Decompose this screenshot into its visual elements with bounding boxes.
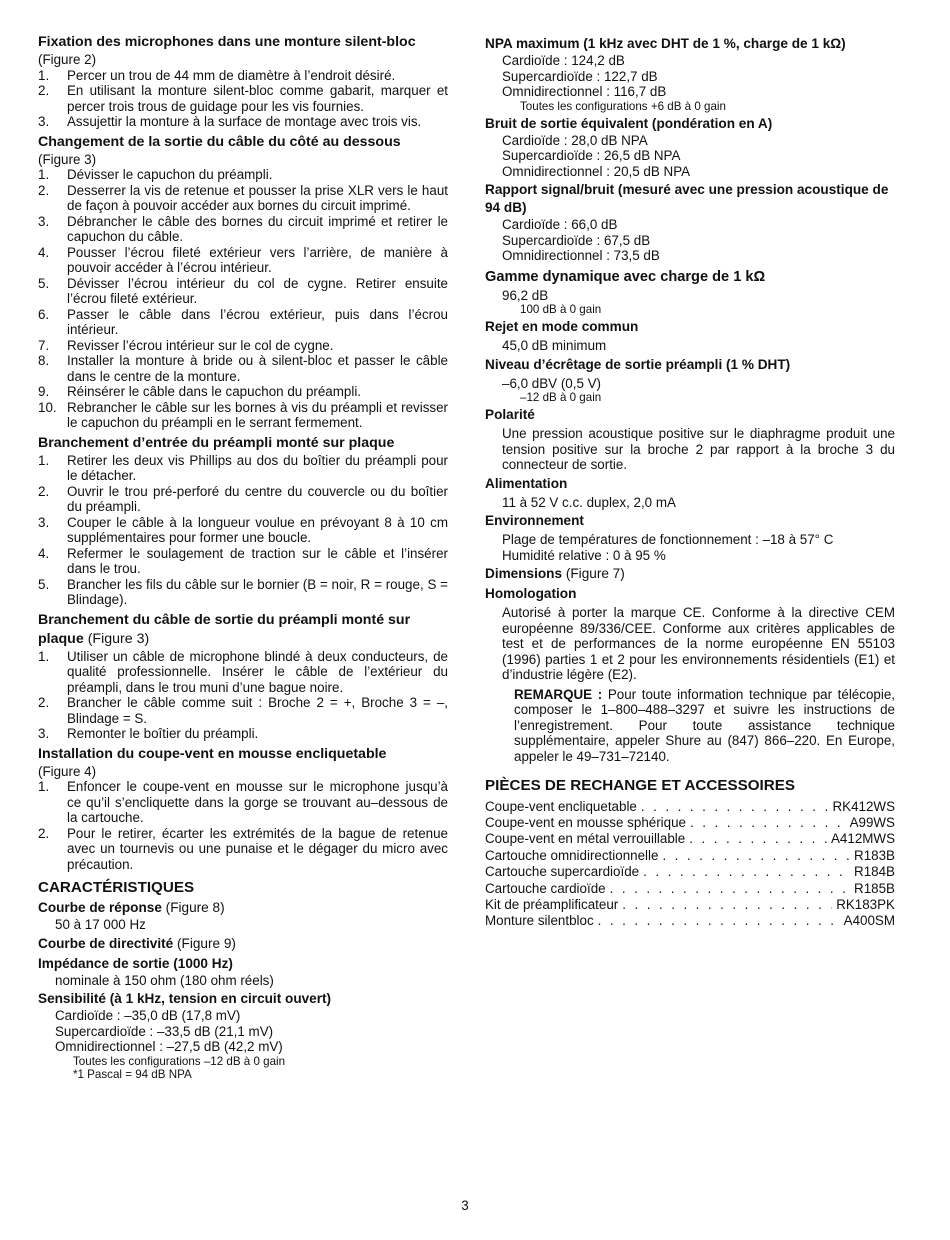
spec-sensibilite-value: Supercardioïde : –33,5 dB (21,1 mV) — [55, 1023, 274, 1039]
list-item — [38, 546, 448, 577]
spec-sensibilite-note: Toutes les configurations –12 dB à 0 gain — [73, 1054, 286, 1068]
spec-sensibilite-value: Omnidirectionnel : –27,5 dB (42,2 mV) — [55, 1039, 283, 1054]
spec-gamme-value: 96,2 dB — [502, 287, 549, 303]
list-item — [38, 826, 448, 873]
list-item-text: Enfoncer le coupe-vent en mousse sur le microphone jusqu’à ce qu’il s’encliquette dans la gorge se trouvant au–dessous de la cartouche. — [67, 779, 448, 825]
list-item — [38, 515, 448, 546]
list-item — [38, 779, 448, 826]
section-title: Branchement du câble de sortie du préampli monté sur plaque (Figure 3) — [38, 611, 411, 647]
spec-niveau-value: –6,0 dBV (0,5 V) — [502, 375, 601, 391]
section-title: Changement de la sortie du câble du côté au dessous — [38, 133, 401, 150]
part-code: RK412WS — [832, 798, 895, 814]
spec-npa-note: Toutes les configurations +6 dB à 0 gain — [520, 99, 726, 113]
part-row — [485, 799, 895, 815]
list-item-text: En utilisant la monture silent-bloc comme gabarit, marquer et percer trois trous de guidage pour les vis fournies. — [67, 83, 448, 114]
part-code: R185B — [854, 880, 895, 896]
spec-gamme-label: Gamme dynamique avec charge de 1 kΩ — [485, 268, 766, 285]
part-label: Kit de préamplificateur — [485, 896, 619, 912]
spec-rejet-value: 45,0 dB minimum — [502, 338, 607, 353]
remark-note — [485, 687, 895, 765]
list-item-text: Rebrancher le câble sur les bornes à vis du préampli et revisser le capuchon du préampli en le serrant fermement. — [67, 399, 448, 430]
part-row — [485, 881, 895, 897]
list-item-text: Couper le câble à la longueur voulue en prévoyant 8 à 10 cm supplémentaires pour former une boucle. — [67, 514, 448, 545]
list-item-text: Installer la monture à bride ou à silent-bloc et passer le câble dans le centre de la monture. — [67, 353, 448, 384]
part-label: Monture silentbloc — [485, 913, 594, 929]
figure-ref: (Figure 3) — [38, 151, 97, 167]
list-item-text: Débrancher le câble des bornes du circuit imprimé et retirer le capuchon du câble. — [67, 213, 448, 244]
spec-niveau-label: Niveau d’écrêtage de sortie préampli (1 % DHT) — [485, 356, 791, 372]
dot-leader — [690, 815, 846, 831]
part-code: R183B — [854, 847, 895, 863]
list-item-text: Remonter le boîtier du préampli. — [67, 726, 259, 741]
section-title: Branchement d’entrée du préampli monté sur plaque — [38, 434, 395, 451]
list-item-number: 8. — [38, 353, 50, 368]
spec-gamme-note: 100 dB à 0 gain — [520, 303, 602, 316]
spec-polarite-value: Une pression acoustique positive sur le diaphragme produit une tension positive sur la broche 2 par rapport à la broche 3 du connecteur de sortie. — [502, 426, 895, 472]
list-item-number: 3. — [38, 514, 50, 530]
list-item-number: 1. — [38, 452, 50, 468]
spec-rapport-label: Rapport signal/bruit (mesuré avec une pression acoustique de 94 dB) — [485, 182, 889, 215]
list-item-number: 1. — [38, 648, 50, 664]
list-item-number: 2. — [38, 695, 50, 710]
section-branchement-sortie — [38, 611, 448, 742]
list-item — [38, 307, 448, 338]
spec-sensibilite-label: Sensibilité (à 1 kHz, tension en circuit ouvert) — [38, 991, 332, 1006]
step-list — [38, 453, 448, 608]
spec-homologation-value: Autorisé à porter la marque CE. Conforme à la directive CEM européenne 89/336/CEE. Conforme aux critères applicables de test et de performances de la norme européenne EN 55103 (1996) parties 1 et 2 pour les environnements résidentiels (E1) et d’industrie légère (E2). — [502, 605, 895, 682]
list-item — [38, 726, 448, 742]
part-row — [485, 897, 895, 913]
list-item-text: Dévisser l’écrou intérieur du col de cygne. Retirer ensuite l’écrou fileté extérieur. — [67, 275, 448, 306]
list-item — [38, 384, 448, 400]
spec-npa-value: Cardioïde : 124,2 dB — [502, 53, 625, 68]
part-code: RK183PK — [836, 896, 895, 912]
section-title: Fixation des microphones dans une monture silent-bloc — [38, 34, 416, 50]
list-item-text: Percer un trou de 44 mm de diamètre à l’endroit désiré. — [67, 67, 396, 83]
list-item-number: 10. — [38, 399, 57, 415]
list-item-number: 3. — [38, 213, 50, 229]
section-changement — [38, 133, 448, 431]
spec-rapport-value: Supercardioïde : 67,5 dB — [502, 232, 651, 248]
spec-rapport-value: Omnidirectionnel : 73,5 dB — [502, 248, 660, 263]
figure-ref: (Figure 2) — [38, 52, 97, 67]
spec-niveau-note: –12 dB à 0 gain — [520, 391, 602, 404]
list-item-text: Retirer les deux vis Phillips au dos du boîtier du préampli pour le détacher. — [67, 452, 448, 483]
spec-alimentation-label: Alimentation — [485, 475, 568, 491]
list-item-text: Dévisser le capuchon du préampli. — [67, 167, 273, 182]
dot-leader — [662, 848, 850, 864]
left-column — [38, 33, 448, 1081]
dot-leader — [622, 897, 832, 913]
step-list — [38, 779, 448, 872]
page-number: 3 — [461, 1198, 469, 1213]
dot-leader — [641, 799, 829, 815]
list-item — [38, 114, 448, 130]
spec-dimensions-label: Dimensions (Figure 7) — [485, 566, 625, 581]
figure-ref: (Figure 3) — [87, 630, 150, 647]
list-item-number: 1. — [38, 167, 50, 182]
spec-environnement-value: Humidité relative : 0 à 95 % — [502, 547, 666, 563]
spec-courbe-reponse-label: Courbe de réponse (Figure 8) — [38, 900, 225, 915]
list-item-number: 3. — [38, 114, 50, 129]
spec-environnement-value: Plage de températures de fonctionnement : –18 à 57° C — [502, 532, 834, 547]
dot-leader — [610, 881, 850, 897]
spec-rejet-label: Rejet en mode commun — [485, 319, 639, 334]
part-row — [485, 831, 895, 847]
step-list — [38, 649, 448, 742]
section-fixation — [38, 33, 448, 130]
part-row — [485, 815, 895, 831]
list-item — [38, 484, 448, 515]
part-code: A400SM — [843, 913, 895, 929]
step-list — [38, 68, 448, 130]
part-label: Cartouche supercardioïde — [485, 864, 640, 880]
remark-text: Pour toute information technique par télécopie, composer le 1–800–488–3297 et suivre les instructions de l’enregistrement. Pour toute assistance technique supplémentaire, appeler Shure au (847) 866–220. En Europe, appeler le 49–731–72140. — [514, 686, 895, 764]
list-item — [38, 167, 448, 183]
spec-impedance-label: Impédance de sortie (1000 Hz) — [38, 955, 233, 971]
list-item-number: 5. — [38, 275, 50, 291]
figure-ref: (Figure 7) — [565, 566, 625, 581]
list-item-number: 5. — [38, 576, 50, 592]
list-item — [38, 577, 448, 608]
list-item-number: 3. — [38, 726, 50, 741]
spec-bruit-label: Bruit de sortie équivalent (pondération en A) — [485, 115, 773, 131]
list-item-text: Pour le retirer, écarter les extrémités de la bague de retenue avec un tournevis ou une punaise et le dégager du micro avec précaution. — [67, 825, 448, 872]
list-item-text: Utiliser un câble de microphone blindé à deux conducteurs, de qualité professionnelle. Insérer le câble de l’extérieur du préampli, dans le trou muni d’une bague noire. — [67, 648, 448, 695]
list-item — [38, 245, 448, 276]
step-list — [38, 167, 448, 431]
list-item-number: 2. — [38, 182, 50, 198]
list-item-text: Brancher les fils du câble sur le bornier (B = noir, R = rouge, S = Blindage). — [67, 576, 448, 607]
spec-bruit-value: Omnidirectionnel : 20,5 dB NPA — [502, 163, 691, 179]
list-item-number: 4. — [38, 545, 50, 561]
list-item — [38, 214, 448, 245]
part-label: Coupe-vent encliquetable — [485, 798, 637, 814]
part-row — [485, 913, 895, 929]
list-item-number: 4. — [38, 244, 50, 260]
list-item-number: 2. — [38, 83, 50, 98]
section-caracteristiques — [38, 878, 448, 1081]
spec-homologation-label: Homologation — [485, 586, 577, 601]
spec-npa-label: NPA maximum (1 kHz avec DHT de 1 %, charge de 1 kΩ) — [485, 36, 846, 51]
list-item — [38, 400, 448, 431]
list-item-text: Pousser l’écrou fileté extérieur vers l’arrière, de manière à pouvoir accéder à l’écrou intérieur. — [67, 244, 448, 275]
list-item-text: Brancher le câble comme suit : Broche 2 = +, Broche 3 = –, Blindage = S. — [67, 695, 448, 726]
list-item — [38, 353, 448, 384]
spec-courbe-reponse-value: 50 à 17 000 Hz — [55, 917, 146, 932]
list-item — [38, 183, 448, 214]
part-code: R184B — [854, 864, 895, 880]
part-label: Cartouche omnidirectionnelle — [485, 847, 659, 863]
list-item — [38, 276, 448, 307]
list-item — [38, 453, 448, 484]
parts-title: PIÈCES DE RECHANGE ET ACCESSOIRES — [485, 777, 795, 794]
list-item-text: Assujettir la monture à la surface de montage avec trois vis. — [67, 114, 422, 129]
section-title: Installation du coupe-vent en mousse encliquetable — [38, 745, 387, 762]
spec-npa-value: Supercardioïde : 122,7 dB — [502, 68, 658, 84]
list-item-text: Refermer le soulagement de traction sur le câble et l’insérer dans le trou. — [67, 545, 448, 576]
section-branchement-entree — [38, 434, 448, 608]
spec-rapport-value: Cardioïde : 66,0 dB — [502, 217, 618, 232]
list-item — [38, 649, 448, 696]
part-row — [485, 848, 895, 864]
list-item-number: 9. — [38, 384, 50, 399]
spec-bruit-value: Supercardioïde : 26,5 dB NPA — [502, 148, 681, 163]
list-item-number: 1. — [38, 67, 50, 83]
list-item-number: 2. — [38, 825, 50, 841]
dot-leader — [643, 864, 850, 880]
list-item — [38, 83, 448, 114]
spec-npa-value: Omnidirectionnel : 116,7 dB — [502, 84, 667, 99]
list-item — [38, 68, 448, 84]
part-row — [485, 864, 895, 880]
spec-polarite-label: Polarité — [485, 407, 535, 422]
list-item — [38, 695, 448, 726]
list-item-text: Ouvrir le trou pré-perforé du centre du couvercle ou du boîtier du préampli. — [67, 483, 448, 514]
list-item-text: Réinsérer le câble dans le capuchon du préampli. — [67, 384, 362, 399]
part-label: Cartouche cardioïde — [485, 880, 606, 896]
list-item-text: Desserrer la vis de retenue et pousser la prise XLR vers le haut de façon à pouvoir accéder aux bornes du circuit imprimé. — [67, 182, 448, 213]
spec-sensibilite-value: Cardioïde : –35,0 dB (17,8 mV) — [55, 1008, 241, 1023]
list-item-number: 2. — [38, 483, 50, 499]
spec-impedance-value: nominale à 150 ohm (180 ohm réels) — [55, 972, 274, 988]
part-label: Coupe-vent en métal verrouillable — [485, 831, 686, 847]
dot-leader — [598, 913, 840, 929]
part-code: A99WS — [849, 814, 895, 830]
spec-environnement-label: Environnement — [485, 513, 584, 528]
dot-leader — [689, 831, 827, 847]
spec-alimentation-value: 11 à 52 V c.c. duplex, 2,0 mA — [502, 494, 676, 510]
caracteristiques-title: CARACTÉRISTIQUES — [38, 879, 195, 896]
spec-courbe-directivite-label: Courbe de directivité (Figure 9) — [38, 935, 236, 951]
part-code: A412MWS — [831, 831, 895, 847]
parts-list — [485, 799, 895, 930]
spec-sensibilite-note: *1 Pascal = 94 dB NPA — [73, 1067, 192, 1081]
right-column — [485, 33, 895, 930]
remark-label: REMARQUE : — [514, 686, 603, 702]
list-item-text: Revisser l’écrou intérieur sur le col de cygne. — [67, 337, 334, 353]
spec-bruit-value: Cardioïde : 28,0 dB NPA — [502, 132, 648, 148]
list-item-number: 6. — [38, 306, 50, 322]
list-item-text: Passer le câble dans l’écrou extérieur, puis dans l’écrou intérieur. — [67, 306, 448, 337]
part-label: Coupe-vent en mousse sphérique — [485, 814, 686, 830]
list-item — [38, 338, 448, 354]
list-item-number: 1. — [38, 779, 50, 794]
section-coupe-vent — [38, 745, 448, 873]
figure-ref: (Figure 4) — [38, 763, 97, 779]
list-item-number: 7. — [38, 337, 50, 353]
